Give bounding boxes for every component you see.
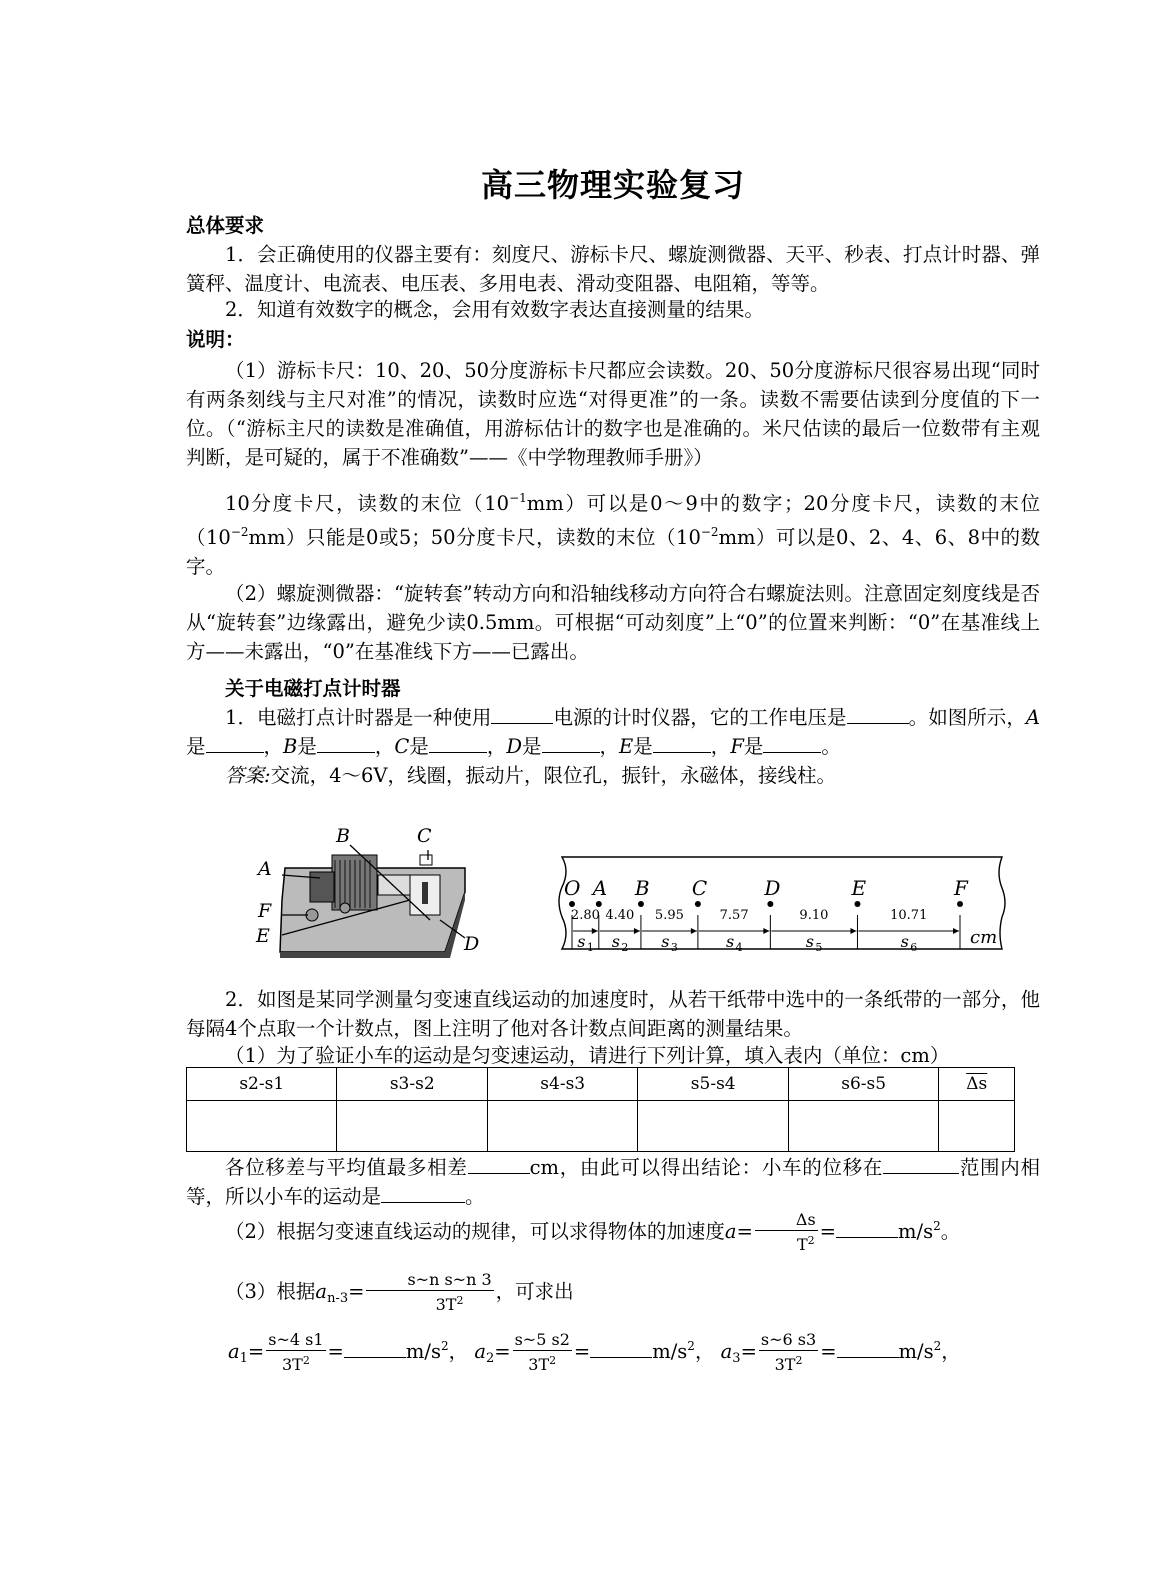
question-2-part-1: （1）为了验证小车的运动是匀变速运动，请进行下列计算，填入表内（单位：cm） [225,1044,950,1067]
part2-unit: m/s [898,1220,934,1243]
q1-comma: ， [263,735,284,758]
tape-distance-label: 2.80 [570,908,600,923]
device-magnet [310,872,334,902]
answer-blank[interactable] [653,734,711,753]
section-note-heading: 说明： [186,328,245,351]
device-label-d: D [464,933,480,955]
table-input-cell[interactable] [939,1101,1015,1152]
note-micrometer: （2）螺旋测微器：“旋转套”转动方向和沿轴线移动方向符合右螺旋法则。注意固定刻度线是否从“旋转套”边缘露出，避免少读0.5mm。可根据“可动刻度”上“0”的位置来判断：“0”在基准线上方——未露出，“0”在基准线下方——已露出。 [186,582,1040,663]
q1-is: 是 [409,735,429,758]
fraction-den: $T^2$ [796,1234,815,1254]
device-slot [422,882,428,904]
terminal-post [340,903,350,913]
answer-blank[interactable] [847,705,909,724]
fraction-num: s~n s~n 3 [366,1270,493,1291]
fraction [759,1330,818,1375]
answer-blank[interactable] [206,734,264,753]
tape-segment-label: s [661,932,670,951]
a3-unit: m/s [898,1340,934,1363]
q1-label-f: F [730,735,744,758]
q1-label-a: A [1025,706,1040,729]
part3-text: （3）根据 [225,1280,316,1303]
conclusion-text-c: 范围内相等，所以小车的运动是 [186,1156,1040,1208]
tape-dot [695,901,701,907]
tape-outline [559,857,1005,949]
tape-segment-sub: 1 [586,941,594,954]
fraction-num: Δs [755,1210,818,1231]
tape-segment-label: s [900,932,909,951]
tape-dot [767,901,773,907]
answer-blank[interactable] [763,734,821,753]
note2-sup-a: −1 [509,491,527,505]
a3-var: a [720,1340,733,1363]
q1-end: 。 [821,735,841,758]
note2-sup-b: −2 [230,525,249,539]
tape-distance-label: 5.95 [654,908,684,923]
part3-sub: n-3 [327,1291,349,1306]
fraction-den-t: 3T [435,1295,457,1314]
q1-text-1: 1．电磁打点计时器是一种使用 [225,706,492,729]
tape-dot [596,901,602,907]
tape-point-label: D [764,876,781,900]
q1-label-b: B [283,735,298,758]
a1-var: a [228,1340,240,1363]
a1-sub: 1 [239,1351,248,1366]
part3-text-b: ，可求出 [495,1280,574,1303]
q1-is: 是 [297,735,317,758]
paper-tape-figure [552,853,1012,957]
tape-segment-label: s [726,932,735,951]
device-label-a: A [258,858,272,880]
table-header-cell: s4-s3 [487,1068,637,1101]
part2-eq: = [736,1220,753,1243]
answer-blank[interactable] [491,705,553,724]
q1-label-d: D [506,735,522,758]
table-input-cell[interactable] [337,1101,487,1152]
tape-unit-label: cm [970,927,998,948]
page-title: 高三物理实验复习 [480,166,745,204]
fraction-den-t: T [796,1235,808,1254]
q1-text-3: 。如图所示， [908,706,1026,729]
tape-point-label: F [954,876,968,900]
answer-blank[interactable] [468,1155,530,1174]
a2-var: a [474,1340,486,1363]
tape-segment-sub: 2 [621,941,629,954]
device-label-e: E [256,925,270,947]
question-2-part-2: （2）根据匀变速直线运动的规律，可以求得物体的加速度a= $\frac{\Delta s}{T^2}$ = $m/s^2$。 [225,1210,961,1254]
fraction-den: $3T^2$ [528,1354,557,1374]
tape-segment-label: s [805,932,815,951]
table-header-cell: s5-s4 [638,1068,788,1101]
answer-line [186,761,1040,790]
q1-is: 是 [743,735,764,758]
difference-table [186,1067,1015,1152]
fraction-den: $3T^2$ [281,1354,310,1374]
q1-label-e: E [619,735,634,758]
tape-dot [957,901,963,907]
part3-eq: = [348,1280,365,1303]
part3-var: a [315,1280,328,1303]
note2-sup-c: −2 [700,525,719,539]
device-limit-hole [420,855,432,865]
table-input-cell[interactable] [487,1101,637,1152]
tape-distance-label: 9.10 [799,908,829,923]
q1-label-c: C [394,735,410,758]
part2-end: 。 [940,1220,961,1243]
answer-blank[interactable] [837,1339,899,1358]
tape-segment-sub: 3 [670,941,678,954]
tape-point-label: A [592,876,608,900]
tape-distance-label: 10.71 [890,908,928,923]
answer-blank[interactable] [344,1339,406,1358]
table-row [187,1101,1015,1152]
fraction-num: s~4 s1 [268,1330,324,1349]
note-vernier-digits [186,484,1040,581]
general-item-1: 1．会正确使用的仪器主要有：刻度尺、游标卡尺、螺旋测微器、天平、秒表、打点计时器、弹簧秤、温度计、电流表、电压表、多用电表、滑动变阻器、电阻箱，等等。 [186,243,1040,295]
a3-sub: 3 [732,1351,741,1366]
tape-dot [638,901,644,907]
section-general-heading: 总体要求 [186,214,265,237]
tape-point-label: B [634,876,650,900]
fraction-den: $3T^2$ [774,1354,803,1374]
note2-text-d: mm）可以是0、2、4、6、8中的数字。 [186,526,1041,578]
tape-segment-sub: 4 [735,941,743,954]
part2-text: （2）根据匀变速直线运动的规律，可以求得物体的加速度 [225,1220,725,1243]
fraction [513,1330,572,1375]
q1-is: 是 [186,735,206,758]
table-header-cell: s2-s1 [187,1068,337,1101]
q1-is: 是 [522,735,542,758]
fraction-den-t: 3T [774,1355,796,1374]
device-label-b: B [336,825,350,847]
a1-sep: ， [448,1340,469,1363]
table-conclusion [186,1153,1040,1211]
tape-point-label: C [691,876,708,900]
fraction-den-t: 3T [528,1355,550,1374]
general-item-2: 2．知道有效数字的概念，会用有效数字表达直接测量的结果。 [225,298,764,321]
fraction [366,1270,493,1315]
question-1 [186,703,1040,761]
answer-blank[interactable] [429,734,487,753]
q1-is: 是 [633,735,653,758]
a2-unit: m/s [652,1340,688,1363]
tape-segment-sub: 6 [910,941,918,954]
fraction [266,1330,325,1375]
device-label-c: C [417,825,432,847]
q1-comma: ， [599,735,620,758]
question-2: 2．如图是某同学测量匀变速直线运动的加速度时，从若干纸带中选中的一条纸带的一部分，他每隔4个点取一个计数点，图上注明了他对各计数点间距离的测量结果。 [186,988,1040,1040]
conclusion-text-a: 各位移差与平均值最多相差 [225,1156,468,1179]
tape-dot [854,901,860,907]
q1-comma: ， [374,735,395,758]
acceleration-formulas: $a_1=$ $\frac{s\sim 4 s1}{3T^2}$ = $m/s^2$， $a_2=$ $\frac{s\sim 5 s2}{3T^2}$ = $m/s^2$， $a_3=$ $\frac{s\sim 6 s3}{3T^2}$ = $m/s^2$， [228,1330,961,1374]
note2-text-a: 10分度卡尺，读数的末位（10 [225,492,510,515]
device-label-f: F [258,900,272,922]
note2-text-c: mm）只能是0或5；50分度卡尺，读数的末位（10 [248,526,701,549]
part2-var: a [724,1220,737,1243]
question-2-part-3 [186,1270,1040,1315]
note2-text-b: mm）可以是0～9中的数字；20分度卡尺，读数的末位（10 [186,492,1040,549]
q1-comma: ， [486,735,507,758]
answer-blank[interactable] [836,1219,898,1238]
timer-device-figure [250,820,490,960]
q1-comma: ， [710,735,731,758]
fraction-num: s~5 s2 [514,1330,570,1349]
fraction-den-t: 3T [281,1355,303,1374]
conclusion-text-d: 。 [465,1185,485,1208]
tape-segment-label: s [611,932,620,951]
table-input-cell[interactable] [638,1101,788,1152]
fraction-den: $3T^2$ [435,1294,464,1314]
a1-unit: m/s [405,1340,441,1363]
tape-distance-label: 4.40 [605,908,635,923]
tape-segment-label: s [577,932,586,951]
answer-blank[interactable] [381,1184,465,1203]
a2-sub: 2 [485,1351,495,1366]
table-input-cell[interactable] [187,1101,337,1152]
tape-dot [569,901,575,907]
answer-blank[interactable] [883,1155,959,1174]
answer-blank[interactable] [590,1339,652,1358]
table-header-cell: s6-s5 [788,1068,938,1101]
a3-sep: ， [941,1340,961,1363]
table-header-cell: s3-s2 [337,1068,487,1101]
tape-point-label: E [851,876,867,900]
tape-segment-sub: 5 [815,941,823,954]
answer-blank[interactable] [542,734,600,753]
table-header-row [187,1068,1015,1101]
note-vernier: （1）游标卡尺：10、20、50分度游标卡尺都应会读数。20、50分度游标尺很容易出现“同时有两条刻线与主尺对准”的情况，读数时应选“对得更准”的一条。读数不需要估读到分度值的下一位。（“游标主尺的读数是准确值，用游标估计的数字也是准确的。米尺估读的最后一位数带有主观判断，是可疑的，属于不准确数”——《中学物理教师手册》） [186,359,1040,469]
fraction [755,1210,818,1255]
answer-label: 答案: [225,764,271,787]
table-input-cell[interactable] [788,1101,938,1152]
tape-point-label: O [564,876,581,900]
q1-text-2: 电源的计时仪器，它的工作电压是 [553,706,847,729]
table-header-cell: $\overline{\Delta s}$ [939,1068,1015,1101]
tape-distance-label: 7.57 [719,908,749,923]
section-timer-heading: 关于电磁打点计时器 [225,677,401,700]
conclusion-text-b: cm，由此可以得出结论：小车的位移在 [529,1156,884,1179]
fraction-num: s~6 s3 [760,1330,817,1349]
a2-sep: ， [694,1340,715,1363]
answer-text: 交流，4～6V，线圈，振动片，限位孔，振针，永磁体，接线柱。 [270,764,836,787]
answer-blank[interactable] [317,734,375,753]
